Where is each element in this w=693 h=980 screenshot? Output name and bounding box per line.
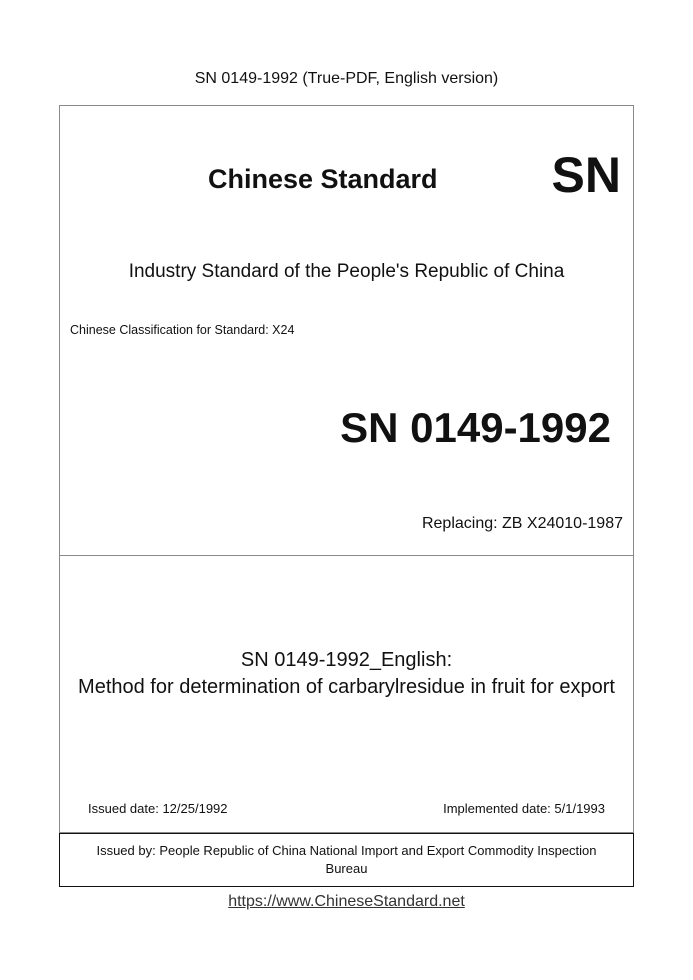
cover-subtitle: Industry Standard of the People's Republic of China (128, 261, 565, 282)
section-divider (60, 555, 633, 556)
page-header-title: SN 0149-1992 (True-PDF, English version) (194, 70, 499, 87)
document-title-line-1: SN 0149-1992_English: (240, 649, 453, 671)
classification-label: Chinese Classification for Standard: X24 (70, 323, 295, 337)
implemented-date: Implemented date: 5/1/1993 (443, 801, 605, 816)
replacing-label: Replacing: ZB X24010-1987 (421, 515, 623, 532)
standard-number: SN 0149-1992 (340, 404, 611, 451)
cover-frame (59, 105, 634, 833)
website-link[interactable]: https://www.ChineseStandard.net (228, 893, 465, 910)
standard-mark: SN (551, 147, 621, 203)
issuer-line-2: Bureau (325, 861, 368, 876)
document-title (60, 647, 633, 701)
document-title-line-2: Method for determination of carbarylresidue in fruit for export (78, 676, 615, 698)
issuer-line-1: Issued by: People Republic of China National Import and Export Commodity Inspection (96, 843, 597, 858)
cover-main-title: Chinese Standard (208, 164, 438, 194)
issuer-box (59, 833, 634, 887)
issued-date: Issued date: 12/25/1992 (88, 801, 228, 816)
